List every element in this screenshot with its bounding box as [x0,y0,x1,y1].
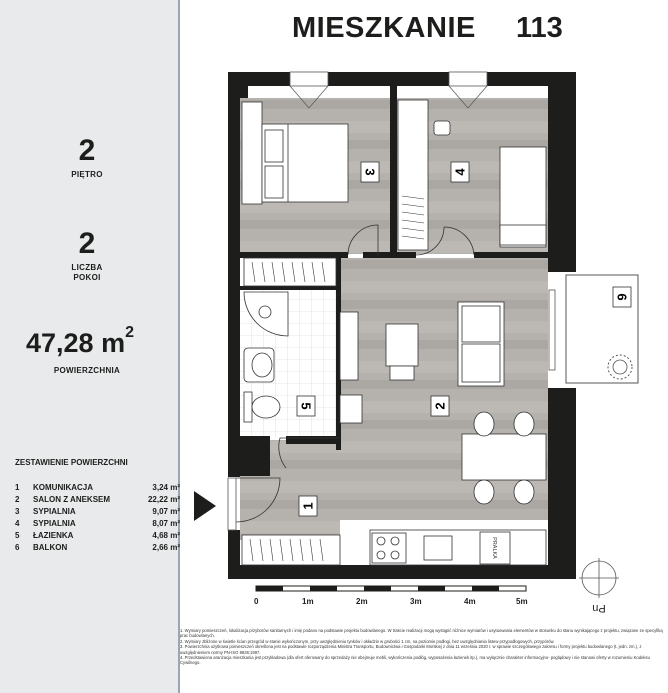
room-label-5: 5 [298,402,314,410]
compass-label: Pn [592,602,606,614]
room-label-6: 6 [614,293,630,301]
footnotes [180,628,668,666]
summary-row-name: SYPIALNIA [33,507,76,516]
summary-row [15,530,180,542]
rooms-label-line2: POKOI [73,273,101,282]
total-area [26,324,134,359]
room-label-4: 4 [452,168,468,176]
summary-row-number: 3 [15,507,20,516]
area-label: POWIERZCHNIA [53,366,121,375]
summary-row-number: 1 [15,483,20,492]
summary-row [15,494,180,506]
scale-label-4m: 4m [464,597,476,606]
summary-row-area: 4,68 m² [152,531,180,540]
summary-row-area: 9,07 m² [152,507,180,516]
summary-row-number: 6 [15,543,20,552]
summary-row-area: 22,22 m² [147,495,180,504]
apartment-number: 113 [516,12,563,44]
summary-row-name: SALON Z ANEKSEM [33,495,111,504]
scale-label-3m: 3m [410,597,422,606]
summary-row-name: BALKON [33,543,68,552]
summary-row [15,542,180,554]
summary-row-name: KOMUNIKACJA [33,483,93,492]
scale-label-2m: 2m [356,597,368,606]
summary-row-number: 2 [15,495,20,504]
summary-row [15,482,180,494]
footnote-4: 4. Przedstawiona aranżacja mieszkania jest przykładowa (dla ofert oferowany do sprzedaży nie obejmuje mebli, wykończenia podłóg, wyposażenia łazienek itp.), ma wyłącznie charakter informacyjno- poglądowy i nie stanowi oferty w rozumieniu Kodeksu Cywilnego. [180,655,650,666]
summary-row [15,506,180,518]
north-compass [579,558,619,598]
total-area-value: 47,28 m [26,328,126,358]
footnote-1: 1. Wymiary pomieszczeń, lokalizacja przyborów sanitarnych i imię podano na podstawie projektu budowlanego. W trakcie realizacji mogą wystąpić różnice wymiarów i usytuowania elementów w stosunku do stanu wynikającego z projektu, związane ze specyfiką prac budowlanych. [180,628,663,639]
footnote-2: 2. Wymiary zbliżone w świetle ścian przegród w stanie wykończonym, przy uwzględnieniu tynków i okładzin w grubości 1 cm, na poziomie podłogi, bez uwzględniania listew przypodłogowych, przypórów. [180,638,555,644]
scale-bar [256,586,526,591]
living-room-floor [338,258,548,520]
room-label-1: 1 [300,502,316,510]
kitchen-counter [370,530,546,565]
total-area-exponent: 2 [125,324,134,341]
scale-label-5m: 5m [516,597,528,606]
summary-row-name: ŁAZIENKA [33,531,74,540]
summary-row [15,518,180,530]
rooms-value: 2 [78,227,96,260]
summary-row-number: 4 [15,519,20,528]
room-label-3: 3 [362,168,378,176]
room-summary-table [15,482,180,554]
entrance-door [228,478,236,530]
summary-row-area: 2,66 m² [152,543,180,552]
summary-row-number: 5 [15,531,20,540]
apartment-title: MIESZKANIE [292,12,476,44]
scale-label-0: 0 [254,597,259,606]
floor-label: PIĘTRO [71,170,103,179]
scale-label-1m: 1m [302,597,314,606]
summary-row-area: 8,07 m² [152,519,180,528]
summary-row-area: 3,24 m² [152,483,180,492]
rooms-label-line1: LICZBA [71,263,103,272]
entrance-arrow [194,491,216,521]
summary-row-name: SYPIALNIA [33,519,76,528]
summary-title: ZESTAWIENIE POWIERZCHNI [15,458,128,467]
summary-sidebar [0,0,180,693]
floor-value: 2 [78,134,96,167]
footnote-3: 3. Powierzchnia użytkowa pomieszczeń określona jest na podstawie rozporządzenia Ministra Transportu, Budownictwa i Gospodarki Morskiej z dnia 11 września 2020 r. w sprawie szczegółowego zakresu i formy projektu budowlanego (t. jedn. zm.), z uwzględnieniem normy PN-ISO 9836:1997. [180,644,642,655]
fridge-label: PRALKA [491,537,497,559]
room-label-2: 2 [432,402,448,410]
